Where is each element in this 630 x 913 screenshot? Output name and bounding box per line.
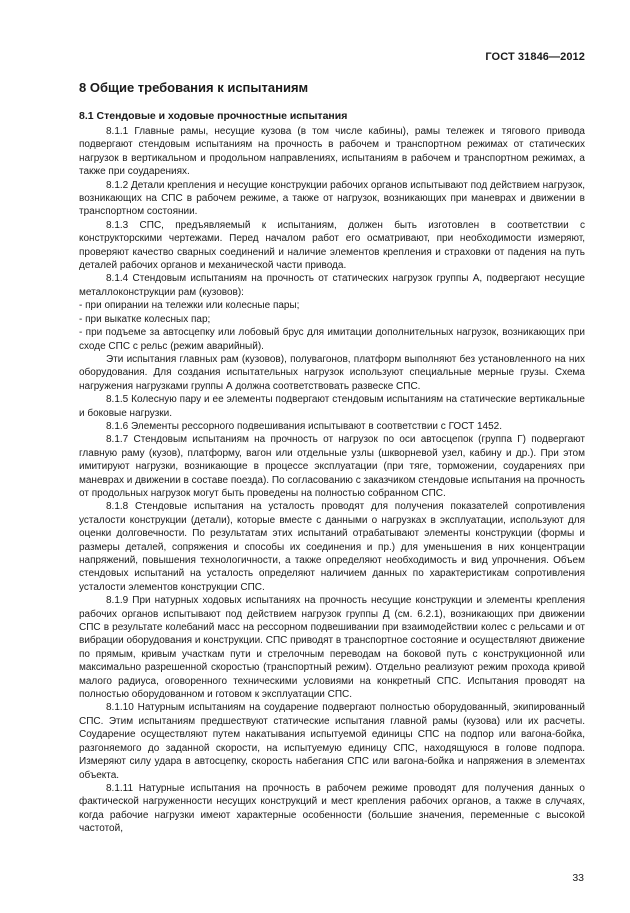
paragraph-8-1-4-note: Эти испытания главных рам (кузовов), полувагонов, платформ выполняют без установленного на них оборудования. Для создания испытательных нагрузок используют специальные мерные грузы. Схема нагружения нагрузками группы А должна соответствовать развеске СПС.: [79, 353, 585, 392]
paragraph-8-1-1: 8.1.1 Главные рамы, несущие кузова (в том числе кабины), рамы тележек и тягового привода подвергают стендовым испытаниям на прочность в рабочем и транспортном режимах от статических нагрузок в вертикальном и продольном направлениях, испытаниям в рабочем и транспортном режимах, а также при соударениях.: [79, 126, 585, 178]
list-item: - при выкатке колесных пар;: [79, 313, 211, 325]
section-title: 8 Общие требования к испытаниям: [79, 80, 309, 95]
document-code: ГОСТ 31846—2012: [485, 51, 585, 63]
paragraph-8-1-4: 8.1.4 Стендовым испытаниям на прочность от статических нагрузок группы А, подвергают несущие металлоконструкции рам (кузовов):: [79, 273, 585, 298]
paragraph-8-1-11: 8.1.11 Натурные испытания на прочность в рабочем режиме проводят для получения данных о фактической нагруженности несущих конструкций и мест крепления рабочих органов, а также в случаях, когда рабочие нагрузки имеют характерные особенности (большие значения, переменные с высокой частотой,: [79, 782, 585, 835]
page-number: 33: [572, 872, 584, 884]
paragraph-8-1-7: 8.1.7 Стендовым испытаниям на прочность от нагрузок по оси автосцепок (группа Г) подвергают главную раму (кузов), платформу, вагон или отдельные узлы (шкворневой узел, кабину и др.). При этом имитируют нагрузки, возникающие в процессе эксплуатации (при тяге, торможении, соударениях при маневрах и движении в составе поезда). По согласованию с заказчиком стендовые испытания на прочность от продольных нагрузок могут быть проведены на полностью собранном СПС.: [79, 434, 585, 499]
paragraph-8-1-9: 8.1.9 При натурных ходовых испытаниях на прочность несущие конструкции и элементы крепления рабочих органов испытывают под действием нагрузок группы Д (см. 6.2.1), возникающих при движении СПС в результате колебаний масс на рессорном подвешивании при взаимодействии колес с рельсами и от вибрации оборудования и конструкции. СПС приводят в транспортное состояние и осуществляют движение по прямым, кривым участкам пути и стрелочным переводам на боковой путь с конструкционной или максимально разрешенной скоростью (транспортный режим). Отдельно реализуют режим прохода кривой малого радиуса, оговоренного техническими условиями на конкретный СПС. Испытания проводят на полностью оборудованном и готовом к эксплуатации СПС.: [79, 595, 585, 701]
list-item: - при подъеме за автосцепку или лобовый брус для имитации дополнительных нагрузок, возникающих при сходе СПС с рельс (режим аварийный).: [79, 327, 585, 352]
body-text: [79, 125, 585, 836]
paragraph-8-1-3: 8.1.3 СПС, предъявляемый к испытаниям, должен быть изготовлен в соответствии с конструкторскими чертежами. Перед началом работ его осматривают, при необходимости измеряют, проверяют качество сварных соединений и наличие элементов крепления и страховки от падения на путь деталей рабочих органов и механической части привода.: [79, 219, 585, 272]
list-item: - при опирании на тележки или колесные пары;: [79, 300, 300, 312]
paragraph-8-1-6: 8.1.6 Элементы рессорного подвешивания испытывают в соответствии с ГОСТ 1452.: [106, 420, 503, 432]
paragraph-8-1-2: 8.1.2 Детали крепления и несущие конструкции рабочих органов испытывают под действием нагрузок, возникающих на СПС в рабочем режиме, а также от нагрузок, возникающих при маневрах и движении в транспортном состоянии.: [79, 179, 585, 218]
subsection-title: 8.1 Стендовые и ходовые прочностные испытания: [79, 110, 348, 122]
paragraph-8-1-10: 8.1.10 Натурным испытаниям на соударение подвергают полностью оборудованный, экипированный СПС. Этим испытаниям предшествуют статические испытания главной рамы (кузова) или их расчеты. Соударение осуществляют путем накатывания испытуемой единицы СПС на подпор или вагона-бойка, разгоняемого до заданной скорости, на испытуемую единицу СПС, находящуюся в голове подпора. Измеряют силу удара в автосцепку, скорость набегания СПС или вагона-бойка и напряжения в элементах объекта.: [79, 702, 585, 781]
paragraph-8-1-5: 8.1.5 Колесную пару и ее элементы подвергают стендовым испытаниям на статические вертикальные и боковые нагрузки.: [79, 394, 585, 419]
paragraph-8-1-8: 8.1.8 Стендовые испытания на усталость проводят для получения показателей сопротивления усталости конструкции (детали), которые вместе с данными о нагрузках в эксплуатации, используют для оценки долговечности. По результатам этих испытаний отрабатывают элементы конструкции (формы и размеры деталей, сопряжения и способы их соединения и пр.) для уменьшения в них концентрации напряжений, повышения технологичности, а также определяют необходимость и вид упрочнения. Объем стендовых испытаний на усталость определяют наличием данных по характеристикам сопротивления усталости элементов конструкции СПС.: [79, 501, 585, 593]
